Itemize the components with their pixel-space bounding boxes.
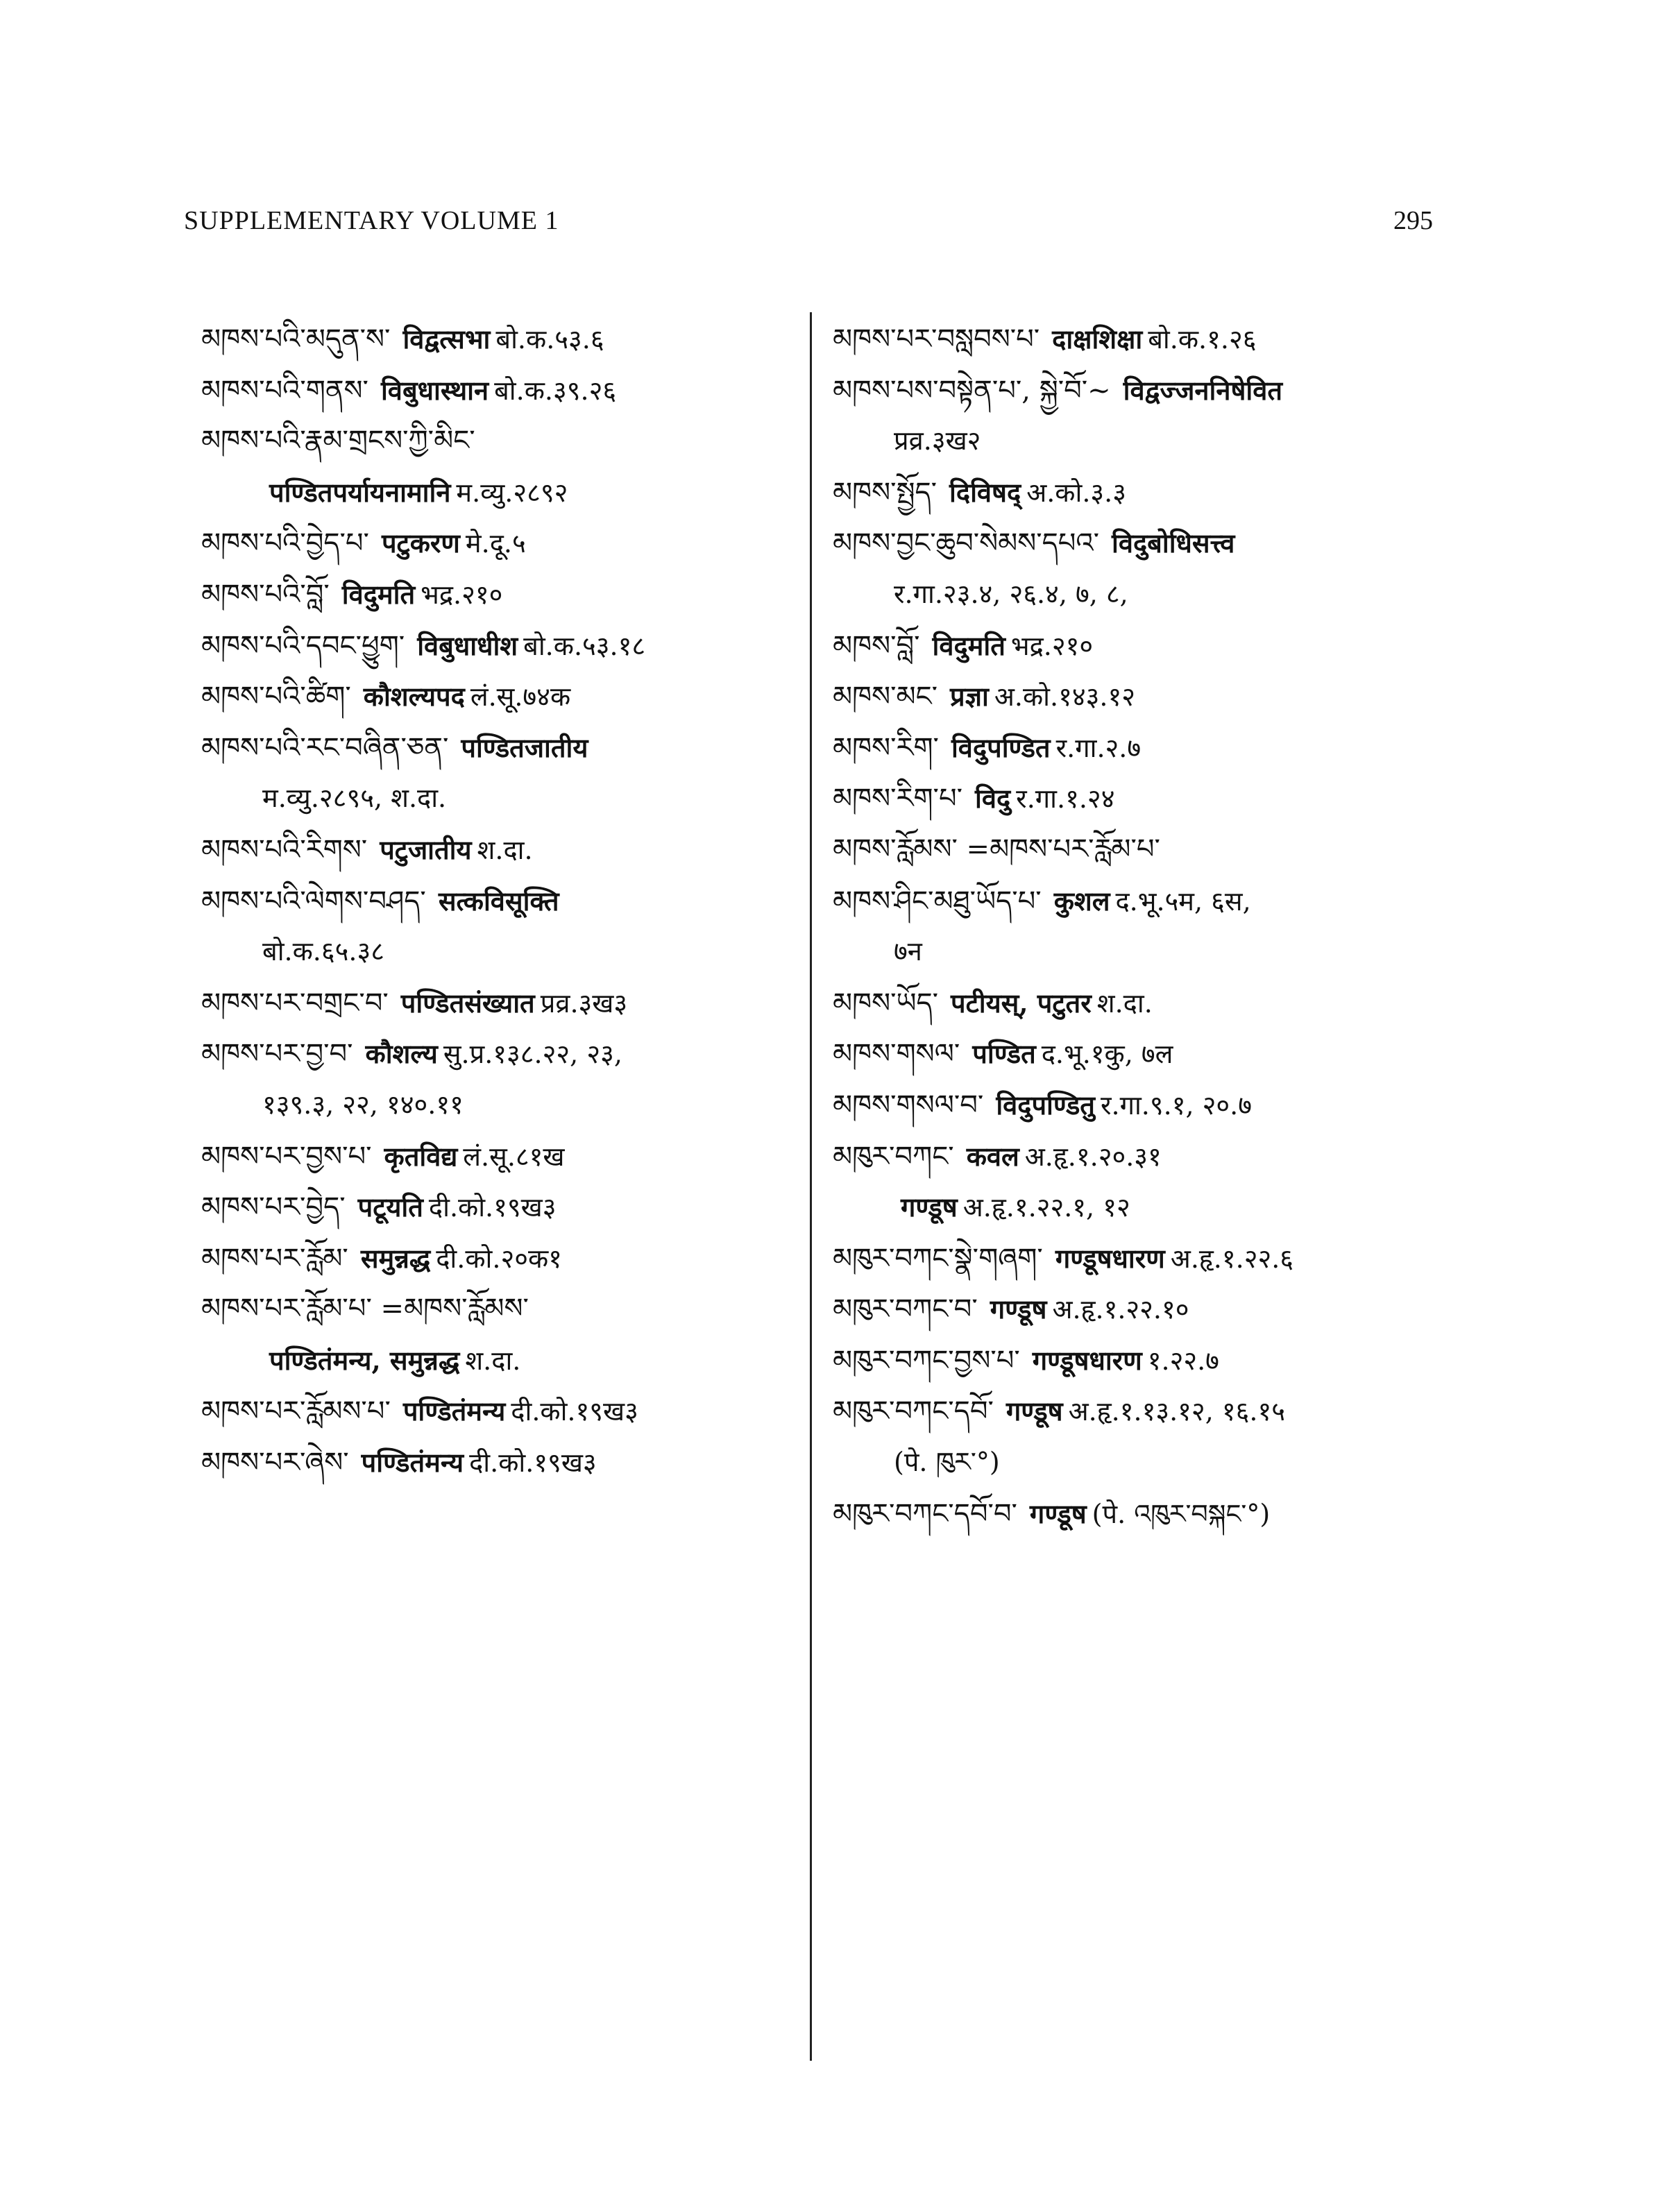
- source-reference: म.व्यु.२८९२: [456, 477, 568, 508]
- sanskrit-equivalent: कृतविद्य: [384, 1140, 458, 1172]
- sanskrit-equivalent: विदु: [975, 783, 1011, 815]
- dictionary-entry-line: [833, 1437, 1436, 1488]
- sanskrit-equivalent: पटुजातीय: [380, 833, 472, 865]
- sanskrit-equivalent: कौशल्यपद: [363, 681, 465, 713]
- source-reference: अ.को.३.३: [1026, 477, 1127, 508]
- page-number: 295: [1393, 206, 1433, 235]
- source-reference: अ.हृ.१.२२.६: [1170, 1243, 1294, 1274]
- dictionary-entry-line: [201, 978, 815, 1029]
- sanskrit-equivalent: पण्डितजातीय: [461, 731, 588, 763]
- dictionary-entry-line: [201, 365, 815, 416]
- dictionary-entry-line: [201, 620, 815, 672]
- source-reference: दी.को.२०क१: [436, 1243, 562, 1274]
- sanskrit-equivalent: विदुपण्डितु: [996, 1089, 1095, 1121]
- sanskrit-equivalent: दिविषद्: [949, 476, 1021, 508]
- dictionary-entry-line: [833, 1182, 1436, 1233]
- tibetan-headword: མཁས་གསལ་: [833, 1038, 960, 1071]
- dictionary-entry-line: [201, 1182, 815, 1233]
- source-reference: १३९.३, २२, १४०.११: [262, 1089, 464, 1120]
- sanskrit-equivalent: पण्डितसंख्यात: [400, 987, 535, 1019]
- source-reference: र.गा.२३.४, २६.४, ७, ८,: [894, 578, 1128, 609]
- dictionary-entry-line: [833, 1386, 1436, 1437]
- tibetan-headword: མཁས་ཤིང་མཐུ་ཡོད་པ་: [833, 885, 1042, 917]
- dictionary-entry-line: [833, 1028, 1436, 1080]
- tibetan-headword: མཁས་པར་བྱ་བ་: [201, 1038, 353, 1071]
- source-reference: दी.को.१९ख३: [428, 1192, 557, 1223]
- tibetan-headword: མཁུར་བཀང་: [833, 1140, 954, 1173]
- tibetan-headword: མཁས་པའི་རང་བཞིན་ཅན་: [201, 731, 449, 764]
- tibetan-headword: མཁུར་བཀང་སྣེ་གཞག་: [833, 1242, 1043, 1275]
- source-reference: बो.क.६५.३८: [262, 936, 385, 967]
- sanskrit-equivalent: विदुबोधिसत्त्व: [1112, 527, 1235, 559]
- sanskrit-equivalent: विदुमति: [932, 629, 1006, 661]
- dictionary-entry-line: [201, 1437, 815, 1488]
- source-reference: दी.को.१९ख३: [469, 1447, 597, 1479]
- sanskrit-equivalent: विद्वत्सभा: [402, 323, 491, 355]
- sanskrit-equivalent: पटूयति: [357, 1191, 423, 1223]
- dictionary-entry-line: [201, 671, 815, 722]
- sanskrit-equivalent: विदुपण्डित: [951, 731, 1051, 763]
- tibetan-headword: མཁས་པས་བསྟེན་པ་, སྐྱེ་བོ་~: [833, 374, 1111, 407]
- dictionary-entry-line: [833, 569, 1436, 620]
- source-reference: प्रव्र.३ख२: [894, 425, 981, 457]
- dictionary-entry-line: [201, 926, 815, 978]
- source-reference: प्रव्र.३ख३: [540, 987, 628, 1019]
- dictionary-entry-line: [201, 773, 815, 824]
- dictionary-entry-line: [833, 1233, 1436, 1284]
- column-divider: [810, 312, 812, 2061]
- dictionary-entry-line: [833, 1335, 1436, 1386]
- source-reference: श.दा.: [465, 1345, 521, 1376]
- dictionary-entry-line: [201, 1131, 815, 1182]
- sanskrit-equivalent: कौशल्य: [365, 1038, 438, 1070]
- sanskrit-equivalent: गण्डूष: [990, 1293, 1047, 1325]
- source-reference: लं.सू.७४क: [470, 681, 571, 713]
- tibetan-headword: མཁས་པའི་བྱེད་པ་: [201, 527, 369, 560]
- source-reference: बो.क.१.२६: [1148, 324, 1257, 355]
- sanskrit-equivalent: गण्डूषधारण: [1055, 1242, 1165, 1274]
- dictionary-entry-line: [201, 569, 815, 620]
- source-reference: बो.क.५३.६: [495, 324, 604, 355]
- left-column: [201, 314, 815, 1488]
- sanskrit-equivalent: पटुकरण: [381, 527, 460, 559]
- source-reference: र.गा.१.२४: [1016, 783, 1115, 815]
- sanskrit-equivalent: पटीयस्, पटुतर: [951, 987, 1092, 1019]
- sanskrit-equivalent: पण्डितपर्यायनामानि: [269, 476, 451, 508]
- tibetan-headword: མཁས་གསལ་བ་: [833, 1089, 984, 1121]
- source-reference: बो.क.५३.१८: [523, 630, 646, 661]
- dictionary-entry-line: [201, 1080, 815, 1131]
- sanskrit-equivalent: पण्डित: [972, 1038, 1036, 1070]
- sanskrit-equivalent: गण्डूष: [1006, 1395, 1063, 1427]
- page-header: [184, 205, 1433, 247]
- tibetan-headword: མཁས་སྤྱོད་: [833, 476, 937, 509]
- source-reference: अ.हृ.१.२०.३१: [1024, 1141, 1162, 1172]
- source-reference: १.२२.७: [1147, 1345, 1219, 1376]
- source-reference: ७न: [894, 936, 922, 967]
- tibetan-headword: མཁས་པའི་རིགས་: [201, 833, 368, 866]
- tibetan-headword: མཁས་མང་: [833, 681, 938, 713]
- tibetan-headword: མཁས་རིག་: [833, 731, 939, 764]
- dictionary-entry-line: [833, 1284, 1436, 1335]
- dictionary-entry-line: [833, 722, 1436, 774]
- tibetan-headword: མཁས་པའི་རྣམ་གྲངས་ཀྱི་མིང་: [201, 425, 475, 457]
- dictionary-entry-line: [201, 876, 815, 927]
- source-reference: अ.को.१४३.१२: [994, 681, 1135, 713]
- sanskrit-equivalent: कवल: [966, 1140, 1019, 1172]
- source-reference: अ.हृ.१.२२.१०: [1052, 1294, 1189, 1325]
- tibetan-headword: མཁུར་བཀང་བྱས་པ་: [833, 1344, 1020, 1377]
- tibetan-headword: མཁུར་བཀང་དབོ་: [833, 1395, 994, 1428]
- dictionary-entry-line: [201, 1233, 815, 1284]
- dictionary-entry-line: [201, 722, 815, 774]
- sanskrit-equivalent: विदुमति: [341, 578, 416, 610]
- sanskrit-equivalent: गण्डूषधारण: [1032, 1344, 1142, 1376]
- sanskrit-equivalent: गण्डूष: [1029, 1497, 1087, 1529]
- source-reference: द.भू.१कु, ७ल: [1041, 1039, 1173, 1070]
- dictionary-entry-line: [201, 824, 815, 876]
- source-reference: अ.हृ.१.२२.१, १२: [962, 1192, 1130, 1223]
- dictionary-entry-line: [833, 824, 1436, 876]
- dictionary-entry-line: [201, 1028, 815, 1080]
- dictionary-entry-line: [201, 518, 815, 569]
- sanskrit-equivalent: कुशल: [1053, 885, 1110, 917]
- tibetan-headword: མཁུར་བཀང་དབོ་བ་: [833, 1497, 1017, 1530]
- dictionary-entry-line: [833, 365, 1436, 416]
- sanskrit-equivalent: विबुधास्थान: [380, 374, 489, 406]
- tibetan-headword: མཁས་པར་ཞེས་: [201, 1447, 349, 1479]
- source-reference: श.दा.: [477, 834, 533, 865]
- source-reference: बो.क.३९.२६: [494, 375, 617, 406]
- source-reference: लं.सू.८१ख: [463, 1141, 565, 1172]
- tibetan-headword: མཁས་པར་བྱེད་: [201, 1191, 346, 1224]
- dictionary-entry-line: [201, 1284, 815, 1335]
- tibetan-headword: མཁས་པའི་ལེགས་བཤད་: [201, 885, 426, 917]
- tibetan-headword: མཁས་བྱང་ཆུབ་སེམས་དཔའ་: [833, 527, 1099, 560]
- source-reference: (पे. འཁུར་བསྐང་°): [1092, 1498, 1271, 1529]
- source-reference: म.व्यु.२८९५, श.दा.: [262, 783, 447, 814]
- source-reference: अ.हृ.१.१३.१२, १६.१५: [1068, 1396, 1285, 1427]
- tibetan-headword: མཁས་པའི་དབང་ཕྱུག་: [201, 629, 405, 662]
- dictionary-entry-line: [833, 1131, 1436, 1182]
- source-reference: श.दा.: [1096, 987, 1153, 1019]
- tibetan-headword: མཁུར་བཀང་བ་: [833, 1293, 978, 1326]
- dictionary-entry-line: [833, 978, 1436, 1029]
- dictionary-entry-line: [201, 1386, 815, 1437]
- sanskrit-equivalent: गण्डूष: [901, 1191, 958, 1223]
- dictionary-entry-line: [201, 416, 815, 467]
- source-reference: (पे. ཁུར་°): [894, 1447, 1000, 1478]
- source-reference: सु.प्र.१३८.२२, २३,: [443, 1039, 622, 1070]
- tibetan-headword: མཁས་པར་རློམས་པ་: [201, 1395, 391, 1428]
- dictionary-entry-line: [833, 314, 1436, 365]
- tibetan-headword: མཁས་པའི་མདུན་ས་: [201, 323, 391, 355]
- dictionary-entry-line: [833, 671, 1436, 722]
- sanskrit-equivalent: दाक्षशिक्षा: [1052, 323, 1143, 355]
- tibetan-headword: མཁས་བློ་: [833, 629, 920, 662]
- tibetan-headword: མཁས་པའི་གནས་: [201, 374, 368, 407]
- tibetan-headword: མཁས་པར་རློམ་པ་ =མཁས་རློམས་: [201, 1293, 529, 1325]
- sanskrit-equivalent: समुन्नद्ध: [360, 1242, 431, 1274]
- dictionary-entry-line: [833, 876, 1436, 927]
- sanskrit-equivalent: पण्डितंमन्य: [402, 1395, 506, 1427]
- tibetan-headword: མཁས་ཡོད་: [833, 987, 939, 1019]
- source-reference: भद्र.२१०: [421, 579, 503, 610]
- dictionary-entry-line: [833, 773, 1436, 824]
- tibetan-headword: མཁས་རློམས་ =མཁས་པར་རློམ་པ་: [833, 833, 1160, 865]
- source-reference: दी.को.१९ख३: [511, 1396, 638, 1427]
- dictionary-entry-line: [201, 467, 815, 518]
- sanskrit-equivalent: प्रज्ञा: [950, 681, 989, 713]
- dictionary-entry-line: [201, 314, 815, 365]
- sanskrit-equivalent: विद्वज्जननिषेवित: [1123, 374, 1283, 406]
- running-header: SUPPLEMENTARY VOLUME 1: [184, 206, 559, 235]
- sanskrit-equivalent: पण्डितंमन्य, समुन्नद्ध: [269, 1344, 460, 1376]
- dictionary-entry-line: [833, 926, 1436, 978]
- dictionary-entry-line: [833, 1488, 1436, 1540]
- tibetan-headword: མཁས་རིག་པ་: [833, 783, 962, 815]
- source-reference: र.गा.२.७: [1055, 732, 1142, 763]
- source-reference: द.भू.५म, ६स,: [1115, 885, 1251, 917]
- tibetan-headword: མཁས་པར་བསླབས་པ་: [833, 323, 1040, 355]
- sanskrit-equivalent: पण्डितंमन्य: [361, 1447, 464, 1479]
- sanskrit-equivalent: विबुधाधीश: [417, 629, 518, 661]
- dictionary-entry-line: [833, 467, 1436, 518]
- tibetan-headword: མཁས་པའི་ཚིག་: [201, 681, 351, 713]
- tibetan-headword: མཁས་པར་རློམ་: [201, 1242, 348, 1275]
- source-reference: मे.दू.५: [465, 528, 526, 559]
- dictionary-entry-line: [833, 518, 1436, 569]
- dictionary-entry-line: [833, 416, 1436, 467]
- tibetan-headword: མཁས་པར་བགྲང་བ་: [201, 987, 389, 1019]
- right-column: [833, 314, 1436, 1539]
- tibetan-headword: མཁས་པར་བྱས་པ་: [201, 1140, 372, 1173]
- dictionary-entry-line: [833, 620, 1436, 672]
- source-reference: र.गा.९.१, २०.७: [1100, 1089, 1253, 1121]
- source-reference: भद्र.२१०: [1010, 630, 1094, 661]
- tibetan-headword: མཁས་པའི་བློ་: [201, 578, 330, 611]
- dictionary-entry-line: [201, 1335, 815, 1386]
- sanskrit-equivalent: सत्कविसूक्ति: [438, 885, 559, 917]
- dictionary-entry-line: [833, 1080, 1436, 1131]
